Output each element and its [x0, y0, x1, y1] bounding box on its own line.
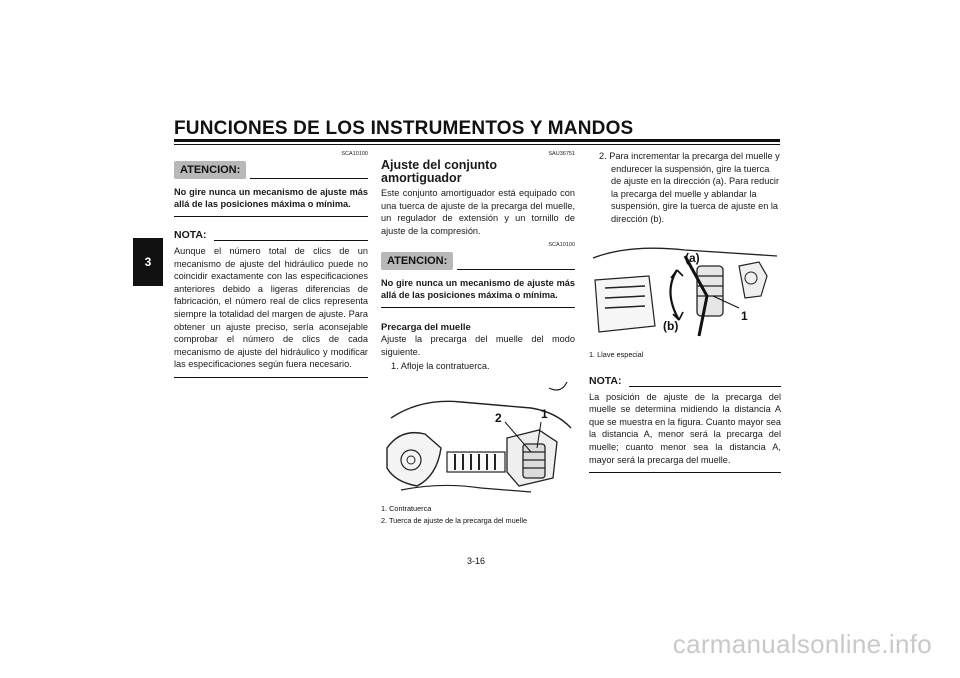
nota-rule [629, 386, 781, 387]
figure-label-1: 1 [541, 407, 548, 422]
column-right [589, 150, 781, 473]
nota-label: NOTA: [589, 374, 622, 387]
divider [589, 472, 781, 473]
chapter-tab [133, 238, 163, 286]
sub-heading: Precarga del muelle [381, 322, 471, 334]
nota-label: NOTA: [174, 229, 207, 241]
divider [174, 216, 368, 217]
step-2: 2. Para incrementar la precarga del muelle y endurecer la suspensión, gire la tuerca de ajuste en la dirección (a). Para reducir la precarga del muelle y ablandar la suspensión, gire la tuerca de ajuste en la dirección (b). [599, 151, 780, 224]
reference-code: SAU36751 [548, 151, 575, 157]
title-rule [174, 139, 780, 142]
nota-text: La posición de ajuste de la precarga del muelle se determina midiendo la distancia A que se muestra en la figura. Cuanto mayor sea la distancia A, menor será la precarga del muelle; cuanto menor sea la distancia A, mayor será la precarga del muelle. [589, 391, 781, 465]
preload-adjust-figure [589, 236, 781, 342]
caption-item-1: 1. Contratuerca [381, 504, 432, 514]
atencion-banner [381, 252, 575, 272]
caption-item-1: 1. Llave especial [589, 349, 644, 359]
step-1: 1. Afloje la contratuerca. [391, 360, 490, 371]
reference-code: SCA10100 [341, 151, 368, 157]
title-rule-thin [174, 144, 780, 145]
figure-caption [589, 349, 781, 361]
figure-label-2: 2 [495, 411, 502, 426]
warning-text: No gire nunca un mecanismo de ajuste más allá de las posiciones máxima o mínima. [174, 187, 368, 209]
intro-text: Este conjunto amortiguador está equipado con una tuerca de ajuste de la precarga del muelle, un regulador de extensión y un tornillo de ajuste de la compresión. [381, 188, 575, 236]
caption-item-2: 2. Tuerca de ajuste de la precarga del muelle [381, 516, 528, 526]
locknut-figure [381, 378, 575, 496]
column-middle [381, 150, 575, 527]
page-number: 3-16 [467, 556, 486, 566]
banner-rule [457, 269, 575, 270]
figure-label-b: (b) [663, 318, 679, 333]
page-title: FUNCIONES DE LOS INSTRUMENTOS Y MANDOS [174, 118, 634, 139]
divider [381, 307, 575, 308]
chapter-number: 3 [144, 255, 152, 269]
nota-rule [214, 240, 368, 241]
sub-intro-text: Ajuste la precarga del muelle del modo siguiente. [381, 334, 575, 357]
figure-caption [381, 503, 575, 527]
section-heading: Ajuste del conjunto amortiguador [381, 158, 497, 185]
nota-header [589, 375, 781, 389]
figure-label-1: 1 [741, 308, 748, 323]
reference-code: SCA10100 [548, 242, 575, 249]
divider [174, 377, 368, 378]
atencion-badge: ATENCION: [174, 161, 246, 179]
watermark: carmanualsonline.info [672, 629, 932, 659]
figure-label-a: (a) [685, 250, 700, 265]
nota-text: Aunque el número total de clics de un mecanismo de ajuste del hidráulico puede no coincidir exactamente con las especificaciones anteriores debido a ligeras diferencias de fabricación, el número real de clics representa siempre la totalidad del margen de ajuste. Para obtener un ajuste preciso, sería aconsejable comprobar el número de clics de cada mecanismo de ajuste del hidráulico y modificar las especificaciones según fuera necesario. [174, 246, 368, 370]
banner-rule [250, 178, 368, 179]
atencion-badge: ATENCION: [381, 252, 453, 270]
atencion-banner [174, 161, 368, 181]
warning-text: No gire nunca un mecanismo de ajuste más allá de las posiciones máxima o mínima. [381, 278, 575, 301]
nota-header [174, 229, 368, 243]
column-left [174, 150, 368, 378]
